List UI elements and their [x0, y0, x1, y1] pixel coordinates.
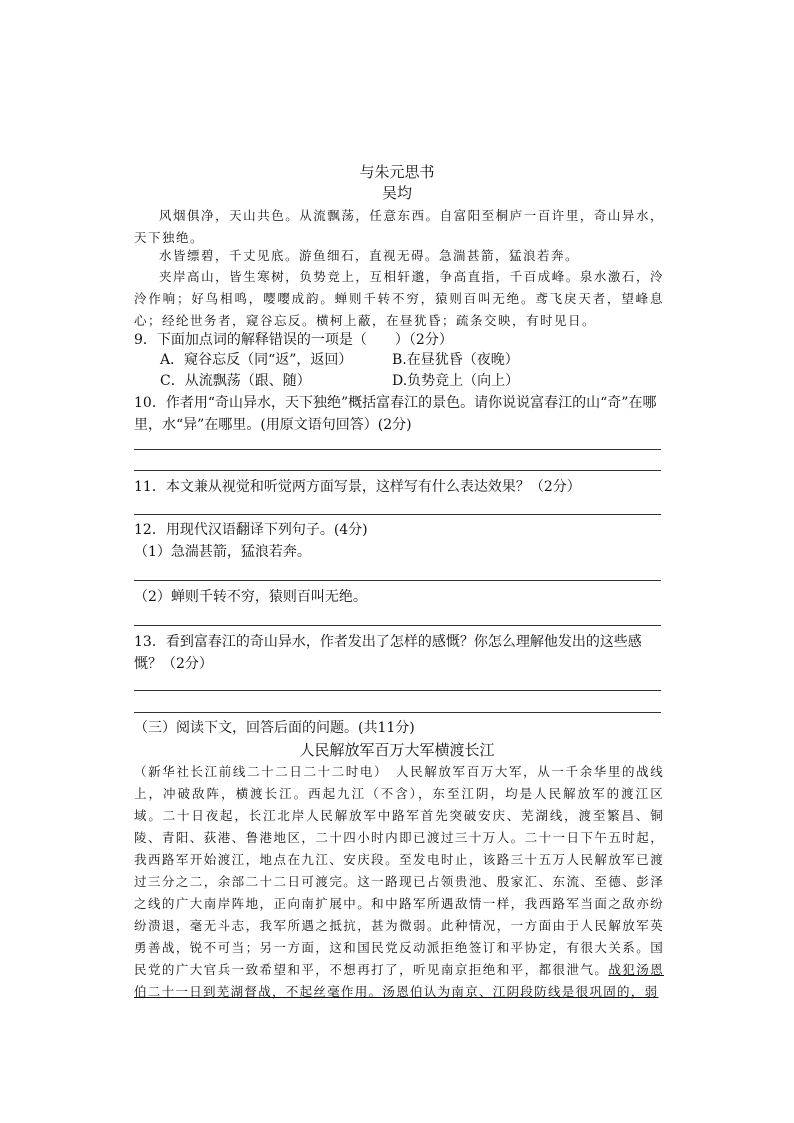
answer-line: [134, 449, 661, 450]
question-10: 10．作者用“奇山异水，天下独绝”概括富春江的景色。请你说说富春江的山“奇”在哪里，水“异”在哪里。(用原文语句回答）(2分): [134, 395, 657, 433]
question-9-option-a: A．窥谷忘反（同“返”，返回）: [160, 352, 353, 368]
question-11: 11．本文兼从视觉和听觉两方面写景，这样写有什么表达效果？（2分）: [134, 479, 581, 495]
answer-line: [134, 712, 661, 713]
answer-line: [134, 580, 661, 581]
question-9-option-c: C．从流飘荡（跟、随）: [160, 373, 311, 389]
question-9-option-b: B.在昼犹昏（夜晚）: [392, 352, 519, 368]
question-9-stem: 9．下面加点词的解释错误的一项是（ ）（2分）: [134, 332, 453, 348]
news-title: 人民解放军百万大军横渡长江: [299, 741, 495, 759]
section-3-heading: （三）阅读下文，回答后面的问题。(共11分): [134, 720, 415, 736]
answer-line: [134, 690, 661, 691]
answer-line: [134, 625, 661, 626]
passage-paragraph-2: 水皆缥碧，千丈见底。游鱼细石，直视无碍。急湍甚箭，猛浪若奔。: [159, 248, 580, 263]
question-12-stem: 12．用现代汉语翻译下列句子。(4分): [134, 522, 368, 538]
question-13: 13．看到富春江的奇山异水，作者发出了怎样的感慨？你怎么理解他发出的这些感慨？（2分）: [134, 634, 642, 672]
essay-author: 吴均: [381, 184, 412, 202]
answer-line: [134, 514, 661, 515]
essay-title: 与朱元思书: [359, 163, 435, 181]
passage-paragraph-3: 夹岸高山，皆生寒树，负势竞上，互相轩邈，争高直指，千百成峰。泉水激石，泠泠作响；好鸟相鸣，嘤嘤成韵。蝉则千转不穷，猿则百叫无绝。鸢飞戾天者，望峰息心；经纶世务者，窥谷忘反。横柯上蔽，在昼犹昏；疏条交映，有时见日。: [134, 269, 664, 328]
question-9-option-d: D.负势竞上（向上）: [392, 373, 520, 389]
news-body-text: （新华社长江前线二十二日二十二时电） 人民解放军百万大军，从一千余华里的战线上，冲破敌阵，横渡长江。西起九江（不含），东至江阴，均是人民解放军的渡江区域。二十日夜起，长江北岸人民解放军中路军首先突破安庆、芜湖线，渡至繁昌、铜陵、青阳、荻港、鲁港地区，二十四小时内即已渡过三十万人。二十一日下午五时起，我西路军开始渡江，地点在九江、安庆段。至发电时止，该路三十五万人民解放军已渡过三分之二，余部二十二日可渡完。这一路现已占领贵池、殷家汇、东流、至德、彭泽之线的广大南岸阵地，正向南扩展中。和中路军所遇敌情一样，我西路军当面之敌亦纷纷溃退，毫无斗志，我军所遇之抵抗，甚为微弱。此种情况，一方面由于人民解放军英勇善战，锐不可当；另一方面，这和国民党反动派拒绝签订和平协定，有很大关系。国民党的广大官兵一致希望和平，不想再打了，听见南京拒绝和平，都很泄气。: [134, 764, 664, 977]
passage-paragraph-1: 风烟俱净，天山共色。从流飘荡，任意东西。自富阳至桐庐一百许里，奇山异水，天下独绝。: [134, 208, 664, 245]
answer-line: [134, 470, 661, 471]
question-12-sentence-1: （1）急湍甚箭，猛浪若奔。: [134, 544, 311, 560]
news-body-underlined: 战犯汤恩伯二十一日到芜湖督战，不起丝毫作用。汤恩伯认为南京、江阴段防线是很巩固的，弱: [134, 962, 664, 999]
news-body: [134, 761, 664, 1003]
question-12-sentence-2: （2）蝉则千转不穷，猿则百叫无绝。: [134, 589, 367, 605]
